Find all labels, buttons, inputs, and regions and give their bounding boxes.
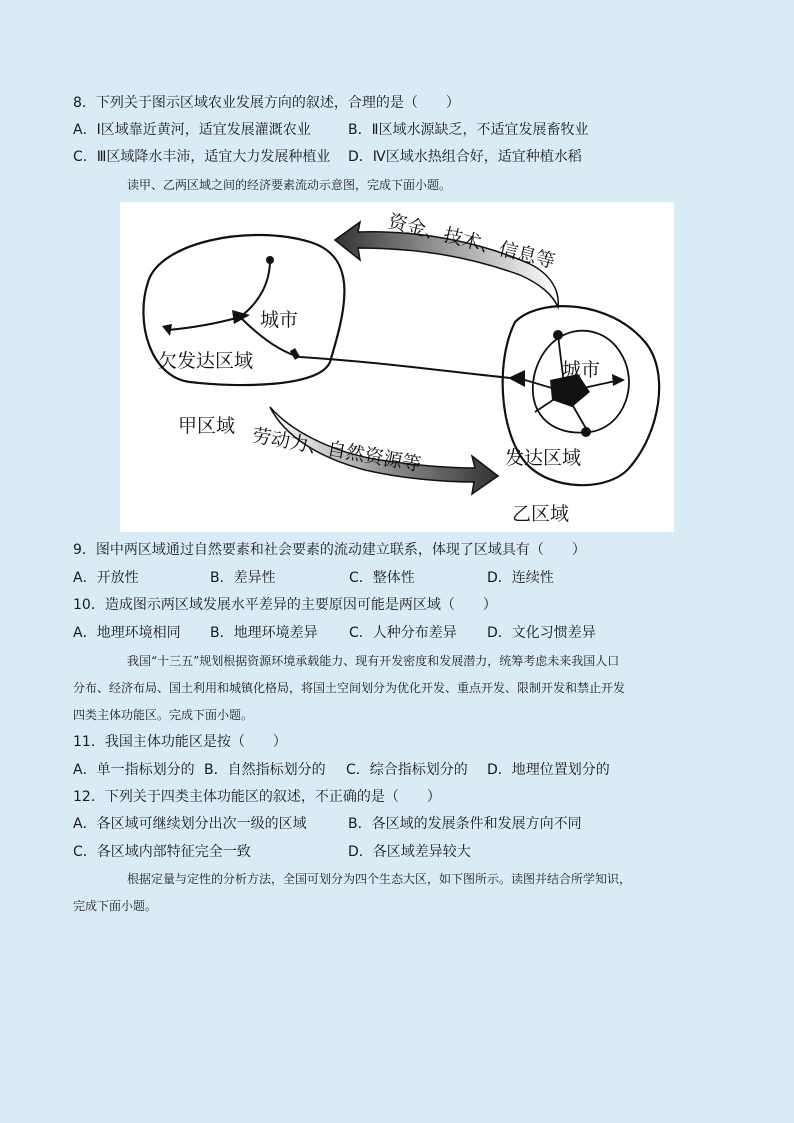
q9-option-a[interactable]: A．开放性 (73, 570, 139, 586)
bottom-arrow-label: 劳动力、自然资源等 (250, 424, 423, 476)
q10-option-b[interactable]: B．地理环境差异 (210, 625, 318, 641)
q12-option-a[interactable]: A．各区域可继续划分出次一级的区域 (73, 816, 307, 832)
economic-flow-figure (120, 202, 674, 532)
q9-option-c[interactable]: C．整体性 (349, 570, 415, 586)
q11-stem: 11．我国主体功能区是按（ ） (73, 734, 287, 750)
q10-stem: 10．造成图示两区域发展水平差异的主要原因可能是两区域（ ） (73, 597, 497, 613)
q10-option-d[interactable]: D．文化习惯差异 (487, 625, 596, 641)
q9-option-b[interactable]: B．差异性 (210, 570, 276, 586)
q12-option-d[interactable]: D．各区域差异较大 (348, 844, 471, 860)
left-city-label: 城市 (260, 309, 299, 331)
right-region-label: 发达区域 (505, 447, 582, 469)
q8-option-c[interactable]: C．Ⅲ区域降水丰沛，适宜大力发展种植业 (73, 149, 331, 165)
q10-option-c[interactable]: C．人种分布差异 (349, 625, 457, 641)
q11-option-b[interactable]: B．自然指标划分的 (204, 762, 326, 778)
q10-option-a[interactable]: A．地理环境相同 (73, 625, 181, 641)
q11-option-c[interactable]: C．综合指标划分的 (346, 762, 468, 778)
q9-option-d[interactable]: D．连续性 (487, 570, 554, 586)
area-yi-label: 乙区域 (512, 503, 570, 525)
q11-option-a[interactable]: A．单一指标划分的 (73, 762, 195, 778)
right-city-label: 城市 (562, 359, 601, 381)
intro-function-zones-line2: 分布、经济布局、国土利用和城镇化格局，将国土空间划分为优化开发、重点开发、限制开发和禁止开发 (73, 681, 626, 695)
q12-stem: 12．下列关于四类主体功能区的叙述，不正确的是（ ） (73, 789, 441, 805)
q8-stem: 8．下列关于图示区域农业发展方向的叙述，合理的是（ ） (73, 95, 460, 111)
q11-option-d[interactable]: D．地理位置划分的 (487, 762, 610, 778)
q12-option-b[interactable]: B．各区域的发展条件和发展方向不同 (348, 816, 582, 832)
q8-option-b[interactable]: B．Ⅱ区域水源缺乏，不适宜发展畜牧业 (348, 122, 589, 138)
q9-stem: 9．图中两区域通过自然要素和社会要素的流动建立联系，体现了区域具有（ ） (73, 542, 586, 558)
intro-eco-regions-line2: 完成下面小题。 (73, 899, 158, 913)
area-jia-label: 甲区域 (178, 415, 236, 437)
q8-option-a[interactable]: A．Ⅰ区域靠近黄河，适宜发展灌溉农业 (73, 122, 311, 138)
intro-eco-regions-line1: 根据定量与定性的分析方法，全国可划分为四个生态大区，如下图所示。读图并结合所学知识， (127, 872, 632, 886)
top-arrow-label: 资金、技术、信息等 (385, 210, 558, 273)
intro-function-zones-line1: 我国“十三五”规划根据资源环境承载能力、现有开发密度和发展潜力，统筹考虑未来我国人口 (127, 654, 620, 668)
left-region-label: 欠发达区域 (158, 350, 254, 372)
intro-function-zones-line3: 四类主体功能区。完成下面小题。 (73, 708, 254, 722)
q8-option-d[interactable]: D．Ⅳ区域水热组合好，适宜种植水稻 (348, 149, 582, 165)
q12-option-c[interactable]: C．各区域内部特征完全一致 (73, 844, 251, 860)
intro-economic-flow: 读甲、乙两区域之间的经济要素流动示意图，完成下面小题。 (127, 178, 452, 192)
